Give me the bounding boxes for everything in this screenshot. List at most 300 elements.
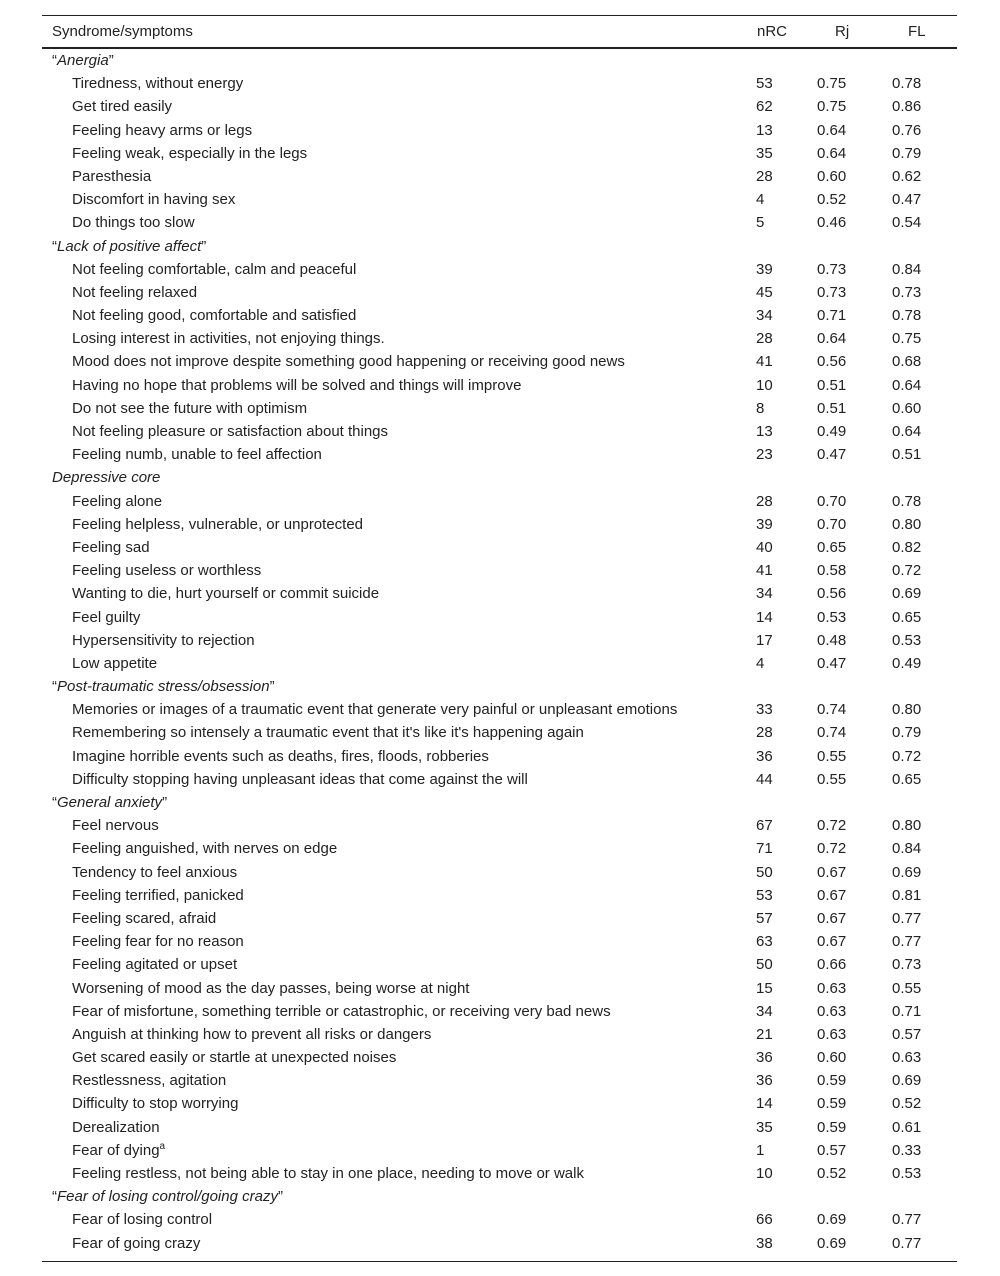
- symptom-text: Feel guilty: [72, 608, 141, 626]
- table-row: [42, 1092, 957, 1115]
- rj-value: 0.59: [817, 1095, 847, 1113]
- symptom-text: Do things too slow: [72, 214, 195, 232]
- rj-value: 0.72: [817, 840, 847, 858]
- group-row: [42, 1185, 957, 1208]
- rj-value: 0.52: [817, 191, 847, 209]
- table-row: [42, 1208, 957, 1231]
- symptom-text: Imagine horrible events such as deaths, fires, floods, robberies: [72, 747, 489, 765]
- rj-value: 0.56: [817, 353, 847, 371]
- table-row: [42, 745, 957, 768]
- rj-value: 0.64: [817, 121, 847, 139]
- group-name: [52, 466, 160, 489]
- symptom-label: [72, 1208, 212, 1231]
- table-row: [42, 953, 957, 976]
- symptom-label: [72, 211, 195, 234]
- group-row: [42, 791, 957, 814]
- table-row: [42, 188, 957, 211]
- symptom-text: Fear of going crazy: [72, 1234, 201, 1252]
- rj-value: 0.69: [817, 1211, 847, 1229]
- symptom-label: [72, 443, 322, 466]
- table-row: [42, 536, 957, 559]
- group-title: General anxiety: [57, 794, 163, 811]
- symptom-text: Fear of misfortune, something terrible or catastrophic, or receiving very bad news: [72, 1002, 611, 1020]
- group-row: [42, 466, 957, 489]
- symptom-label: [72, 1232, 200, 1255]
- table-row: [42, 861, 957, 884]
- symptom-text: Remembering so intensely a traumatic event that it's like it's happening again: [72, 724, 584, 742]
- fl-value: 0.49: [892, 654, 922, 672]
- symptom-text: Feeling alone: [72, 492, 163, 510]
- fl-value: 0.52: [892, 1095, 922, 1113]
- rj-value: 0.72: [817, 817, 847, 835]
- nrc-value: 14: [756, 1095, 773, 1113]
- group-title: Post-traumatic stress/obsession: [57, 678, 270, 696]
- symptom-text: Memories or images of a traumatic event that generate very painful or unpleasant emotions: [72, 701, 678, 719]
- nrc-value: 4: [756, 191, 765, 209]
- fl-value: 0.64: [892, 423, 922, 440]
- nrc-value: 45: [756, 283, 773, 301]
- symptom-text: Get scared easily or startle at unexpected noises: [72, 1049, 397, 1067]
- fl-value: 0.79: [892, 144, 922, 162]
- table-row: [42, 327, 957, 350]
- nrc-value: 28: [756, 492, 773, 510]
- nrc-value: 10: [756, 1165, 773, 1182]
- fl-value: 0.65: [892, 770, 922, 788]
- nrc-value: 28: [756, 167, 773, 185]
- group-row: [42, 235, 957, 258]
- symptom-text: Anguish at thinking how to prevent all risks or dangers: [72, 1025, 432, 1043]
- fl-value: 0.86: [892, 98, 922, 116]
- fl-value: 0.69: [892, 1072, 922, 1090]
- symptom-label: [72, 629, 255, 652]
- table-row: [42, 211, 957, 234]
- symptom-text: Feeling fear for no reason: [72, 933, 244, 951]
- symptom-label: [72, 907, 216, 930]
- nrc-value: 63: [756, 933, 773, 951]
- symptom-label: [72, 698, 677, 721]
- rj-value: 0.55: [817, 770, 847, 788]
- nrc-value: 4: [756, 654, 765, 672]
- nrc-value: 35: [756, 1118, 773, 1136]
- symptom-label: [72, 721, 584, 744]
- rj-value: 0.47: [817, 654, 847, 672]
- symptom-label: [72, 884, 244, 907]
- nrc-value: 21: [756, 1025, 773, 1043]
- symptom-text: Low appetite: [72, 654, 158, 672]
- rj-value: 0.67: [817, 886, 847, 904]
- footnote-marker: a: [159, 1140, 166, 1152]
- fl-value: 0.75: [892, 330, 922, 348]
- fl-value: 0.84: [892, 260, 922, 278]
- table-row: [42, 606, 957, 629]
- nrc-value: 34: [756, 1002, 773, 1020]
- rj-value: 0.64: [817, 330, 847, 348]
- symptom-label: [72, 1000, 611, 1023]
- fl-value: 0.79: [892, 724, 922, 742]
- rj-value: 0.58: [817, 562, 847, 580]
- group-row: [42, 49, 957, 72]
- symptom-text: Feeling anguished, with nerves on edge: [72, 840, 338, 858]
- table-row: [42, 72, 957, 95]
- table-row: [42, 814, 957, 837]
- rj-value: 0.66: [817, 956, 847, 974]
- fl-value: 0.72: [892, 747, 922, 765]
- nrc-value: 62: [756, 98, 773, 116]
- nrc-value: 10: [756, 376, 773, 394]
- symptom-label: [72, 327, 385, 350]
- nrc-value: 33: [756, 701, 773, 719]
- fl-value: 0.84: [892, 840, 922, 858]
- fl-value: 0.65: [892, 608, 922, 626]
- nrc-value: 1: [756, 1141, 765, 1159]
- nrc-value: 35: [756, 144, 773, 162]
- header-nrc: nRC: [757, 23, 788, 40]
- symptom-label: [72, 837, 337, 860]
- fl-value: 0.78: [892, 75, 922, 93]
- rj-value: 0.56: [817, 585, 847, 603]
- table-row: [42, 513, 957, 536]
- table-row: [42, 95, 957, 118]
- nrc-value: 13: [756, 121, 773, 139]
- header-fl: FL: [908, 23, 926, 40]
- symptom-text: Tendency to feel anxious: [72, 863, 238, 881]
- fl-value: 0.77: [892, 933, 922, 951]
- table-row: [42, 768, 957, 791]
- nrc-value: 50: [756, 956, 773, 974]
- group-title: Anergia: [57, 52, 109, 69]
- fl-value: 0.63: [892, 1049, 922, 1067]
- rj-value: 0.63: [817, 979, 847, 997]
- symptom-label: [72, 374, 521, 397]
- symptom-label: [72, 142, 307, 165]
- symptom-label: [72, 513, 363, 536]
- fl-value: 0.78: [892, 307, 922, 325]
- fl-value: 0.54: [892, 214, 922, 232]
- rj-value: 0.51: [817, 376, 847, 394]
- rj-value: 0.48: [817, 631, 847, 649]
- symptom-label: [72, 304, 356, 327]
- rj-value: 0.73: [817, 283, 847, 301]
- rj-value: 0.49: [817, 423, 847, 440]
- table-row: [42, 443, 957, 466]
- group-title: Lack of positive affect: [57, 237, 202, 255]
- symptom-label: [72, 188, 235, 211]
- symptom-label: [72, 1116, 160, 1139]
- table-row: [42, 1023, 957, 1046]
- nrc-value: 36: [756, 1049, 773, 1067]
- symptom-label: [72, 977, 469, 1000]
- symptom-label: [72, 420, 388, 443]
- group-name: “General anxiety”: [52, 794, 168, 811]
- symptom-text: Feeling useless or worthless: [72, 562, 262, 580]
- table-row: [42, 721, 957, 744]
- table-row: [42, 884, 957, 907]
- symptom-label: [72, 953, 237, 976]
- nrc-value: 14: [756, 608, 773, 626]
- rj-value: 0.70: [817, 492, 847, 510]
- rj-value: 0.63: [817, 1002, 847, 1020]
- symptom-label: [72, 165, 151, 188]
- symptom-label: [72, 861, 237, 884]
- symptom-text: Hypersensitivity to rejection: [72, 631, 255, 649]
- table-row: [42, 420, 957, 443]
- symptom-label: [72, 930, 244, 953]
- fl-value: 0.76: [892, 121, 922, 139]
- symptom-text: Feeling weak, especially in the legs: [72, 144, 308, 162]
- nrc-value: 17: [756, 631, 773, 649]
- table-row: [42, 304, 957, 327]
- nrc-value: 5: [756, 214, 765, 232]
- nrc-value: 57: [756, 909, 773, 927]
- symptom-label: [72, 559, 261, 582]
- table-row: [42, 907, 957, 930]
- fl-value: 0.62: [892, 167, 922, 185]
- nrc-value: 28: [756, 724, 773, 742]
- rj-value: 0.64: [817, 144, 847, 162]
- symptom-label: [72, 1139, 165, 1162]
- symptom-label: [72, 536, 150, 559]
- table-row: [42, 1069, 957, 1092]
- symptom-label: [72, 350, 625, 373]
- rj-value: 0.74: [817, 701, 847, 719]
- nrc-value: 8: [756, 399, 765, 417]
- table-row: [42, 374, 957, 397]
- nrc-value: 13: [756, 423, 773, 440]
- nrc-value: 44: [756, 770, 773, 788]
- rj-value: 0.52: [817, 1165, 847, 1182]
- fl-value: 0.80: [892, 817, 922, 835]
- rj-value: 0.67: [817, 933, 847, 951]
- table-row: [42, 350, 957, 373]
- table-row: [42, 1116, 957, 1139]
- rj-value: 0.67: [817, 863, 847, 881]
- nrc-value: 36: [756, 1072, 773, 1090]
- symptom-label: [72, 490, 162, 513]
- fl-value: 0.77: [892, 1211, 922, 1229]
- fl-value: 0.53: [892, 1165, 922, 1182]
- table-row: [42, 1046, 957, 1069]
- fl-value: 0.51: [892, 446, 922, 464]
- symptom-label: [72, 745, 489, 768]
- nrc-value: 41: [756, 562, 773, 580]
- nrc-value: 39: [756, 260, 773, 278]
- symptom-text: Tiredness, without energy: [72, 75, 244, 93]
- table-row: [42, 652, 957, 675]
- symptom-text: Having no hope that problems will be solved and things will improve: [72, 376, 522, 394]
- fl-value: 0.82: [892, 538, 922, 556]
- nrc-value: 66: [756, 1211, 773, 1229]
- symptom-label: [72, 768, 528, 791]
- nrc-value: 40: [756, 538, 773, 556]
- symptom-text: Discomfort in having sex: [72, 191, 236, 209]
- nrc-value: 67: [756, 817, 773, 835]
- rj-value: 0.47: [817, 446, 847, 464]
- symptom-label: [72, 95, 172, 118]
- symptom-text: Fear of dying: [72, 1141, 160, 1159]
- nrc-value: 15: [756, 979, 773, 997]
- table-row: [42, 490, 957, 513]
- symptoms-table: [42, 15, 957, 1262]
- symptom-text: Not feeling relaxed: [72, 283, 198, 301]
- symptom-label: [72, 606, 140, 629]
- symptom-text: Wanting to die, hurt yourself or commit suicide: [72, 585, 380, 603]
- symptom-label: [72, 582, 379, 605]
- symptom-text: Feeling numb, unable to feel affection: [72, 446, 322, 464]
- fl-value: 0.61: [892, 1118, 922, 1136]
- rj-value: 0.69: [817, 1234, 847, 1252]
- fl-value: 0.73: [892, 956, 922, 974]
- fl-value: 0.68: [892, 353, 922, 371]
- table-row: [42, 397, 957, 420]
- rj-value: 0.53: [817, 608, 847, 626]
- nrc-value: 50: [756, 863, 773, 881]
- fl-value: 0.64: [892, 376, 922, 394]
- symptom-text: Feel nervous: [72, 817, 159, 835]
- rj-value: 0.70: [817, 515, 847, 533]
- nrc-value: 53: [756, 75, 773, 93]
- rj-value: 0.60: [817, 1049, 847, 1067]
- symptom-text: Paresthesia: [72, 167, 152, 185]
- symptom-text: Feeling restless, not being able to stay in one place, needing to move or walk: [72, 1165, 584, 1182]
- fl-value: 0.33: [892, 1141, 922, 1159]
- fl-value: 0.69: [892, 863, 922, 881]
- rj-value: 0.73: [817, 260, 847, 278]
- symptom-label: [72, 397, 307, 420]
- table-row: [42, 582, 957, 605]
- symptom-text: Difficulty to stop worrying: [72, 1095, 239, 1113]
- rj-value: 0.65: [817, 538, 847, 556]
- group-name: “Anergia”: [52, 52, 114, 69]
- symptom-label: [72, 258, 356, 281]
- fl-value: 0.80: [892, 515, 922, 533]
- table-row: [42, 930, 957, 953]
- fl-value: 0.47: [892, 191, 922, 209]
- rj-value: 0.46: [817, 214, 847, 232]
- group-name: “Post-traumatic stress/obsession”: [52, 678, 275, 696]
- symptom-text: Feeling heavy arms or legs: [72, 121, 253, 139]
- header-rj: Rj: [835, 23, 850, 40]
- table-row: [42, 142, 957, 165]
- rj-value: 0.74: [817, 724, 847, 742]
- symptom-text: Losing interest in activities, not enjoying things.: [72, 330, 385, 348]
- rj-value: 0.51: [817, 399, 847, 417]
- rj-value: 0.59: [817, 1118, 847, 1136]
- rj-value: 0.67: [817, 909, 847, 927]
- table-row: [42, 1139, 957, 1162]
- fl-value: 0.77: [892, 1234, 922, 1252]
- nrc-value: 41: [756, 353, 773, 371]
- fl-value: 0.77: [892, 909, 922, 927]
- nrc-value: 53: [756, 886, 773, 904]
- fl-value: 0.73: [892, 283, 922, 301]
- symptom-text: Feeling scared, afraid: [72, 909, 217, 927]
- symptom-text: Worsening of mood as the day passes, being worse at night: [72, 979, 470, 997]
- nrc-value: 28: [756, 330, 773, 348]
- symptom-text: Fear of losing control: [72, 1211, 213, 1229]
- symptom-label: [72, 1162, 584, 1185]
- symptom-label: [72, 119, 252, 142]
- table-row: [42, 1162, 957, 1185]
- symptom-label: [72, 1023, 431, 1046]
- group-name: “Fear of losing control/going crazy”: [52, 1188, 283, 1206]
- table-body: [42, 49, 957, 1255]
- symptom-text: Feeling helpless, vulnerable, or unprotected: [72, 515, 364, 533]
- table-row: [42, 559, 957, 582]
- table-row: [42, 1000, 957, 1023]
- rj-value: 0.60: [817, 167, 847, 185]
- symptom-label: [72, 1046, 396, 1069]
- rj-value: 0.55: [817, 747, 847, 765]
- symptom-text: Mood does not improve despite something good happening or receiving good news: [72, 353, 625, 371]
- group-name: “Lack of positive affect”: [52, 237, 207, 255]
- table-row: [42, 837, 957, 860]
- fl-value: 0.60: [892, 399, 922, 417]
- symptom-text: Not feeling pleasure or satisfaction about things: [72, 423, 389, 440]
- symptom-text: Derealization: [72, 1118, 160, 1136]
- symptom-text: Difficulty stopping having unpleasant ideas that come against the will: [72, 770, 528, 788]
- fl-value: 0.78: [892, 492, 922, 510]
- group-title: Fear of losing control/going crazy: [57, 1188, 278, 1206]
- header-syndrome: Syndrome/symptoms: [52, 23, 193, 40]
- symptom-label: [72, 72, 243, 95]
- table-row: [42, 629, 957, 652]
- symptom-label: [72, 1092, 238, 1115]
- group-title: Depressive core: [52, 469, 161, 487]
- rj-value: 0.59: [817, 1072, 847, 1090]
- nrc-value: 39: [756, 515, 773, 533]
- rj-value: 0.75: [817, 75, 847, 93]
- rj-value: 0.57: [817, 1141, 847, 1159]
- symptom-label: [72, 652, 157, 675]
- nrc-value: 36: [756, 747, 773, 765]
- fl-value: 0.69: [892, 585, 922, 603]
- fl-value: 0.71: [892, 1002, 922, 1020]
- table-row: [42, 698, 957, 721]
- table-row: [42, 119, 957, 142]
- symptom-label: [72, 814, 159, 837]
- fl-value: 0.80: [892, 701, 922, 719]
- table-row: [42, 1232, 957, 1255]
- nrc-value: 71: [756, 840, 773, 858]
- symptom-label: [72, 281, 197, 304]
- nrc-value: 23: [756, 446, 773, 464]
- table-row: [42, 281, 957, 304]
- fl-value: 0.55: [892, 979, 922, 997]
- symptom-text: Feeling terrified, panicked: [72, 886, 244, 904]
- rj-value: 0.75: [817, 98, 847, 116]
- table-row: [42, 977, 957, 1000]
- group-row: [42, 675, 957, 698]
- symptom-text: Do not see the future with optimism: [72, 399, 308, 417]
- table-header: [42, 16, 957, 49]
- symptom-text: Not feeling comfortable, calm and peaceful: [72, 260, 357, 278]
- nrc-value: 38: [756, 1234, 773, 1252]
- symptom-text: Get tired easily: [72, 98, 173, 116]
- symptom-text: Not feeling good, comfortable and satisfied: [72, 307, 357, 325]
- fl-value: 0.57: [892, 1025, 922, 1043]
- fl-value: 0.72: [892, 562, 922, 580]
- symptom-text: Feeling agitated or upset: [72, 956, 238, 974]
- nrc-value: 34: [756, 307, 773, 325]
- symptom-text: Feeling sad: [72, 538, 150, 556]
- nrc-value: 34: [756, 585, 773, 603]
- rj-value: 0.63: [817, 1025, 847, 1043]
- symptom-text: Restlessness, agitation: [72, 1072, 227, 1090]
- table-row: [42, 258, 957, 281]
- symptom-label: [72, 1069, 226, 1092]
- fl-value: 0.53: [892, 631, 922, 649]
- table-row: [42, 165, 957, 188]
